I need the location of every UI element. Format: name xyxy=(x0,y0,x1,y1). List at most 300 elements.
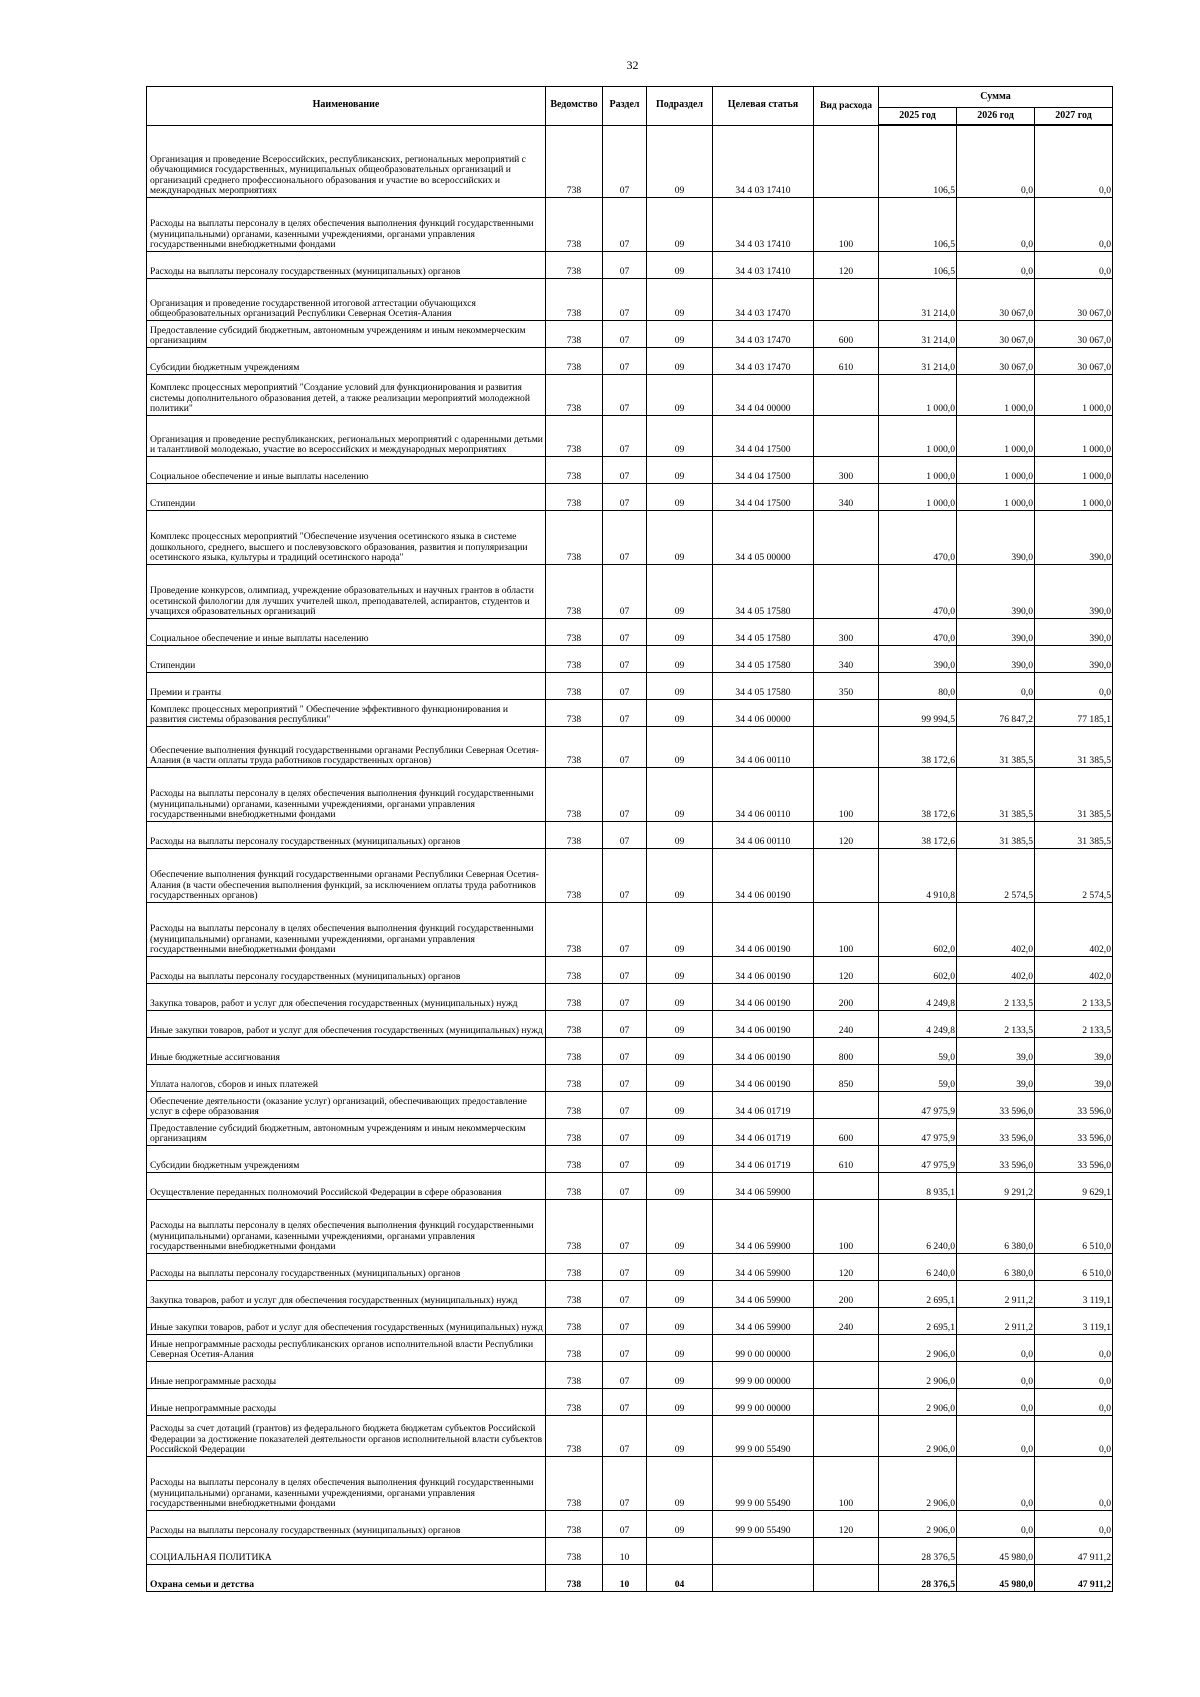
row-name: Закупка товаров, работ и услуг для обеспечения государственных (муниципальных) нужд xyxy=(147,1280,546,1307)
row-amount-2027: 2 133,5 xyxy=(1035,1010,1113,1037)
table-row xyxy=(147,483,1113,510)
row-amount-2026: 0,0 xyxy=(957,125,1035,197)
row-amount-2027: 31 385,5 xyxy=(1035,821,1113,848)
row-name: Социальное обеспечение и иные выплаты населению xyxy=(147,456,546,483)
row-amount-2027: 3 119,1 xyxy=(1035,1307,1113,1334)
row-target: 34 4 04 17500 xyxy=(713,415,814,456)
table-row xyxy=(147,278,1113,320)
row-amount-2027: 1 000,0 xyxy=(1035,456,1113,483)
row-target: 34 4 06 59900 xyxy=(713,1307,814,1334)
row-amount-2026: 30 067,0 xyxy=(957,278,1035,320)
row-razdel: 07 xyxy=(603,374,647,415)
row-razdel: 07 xyxy=(603,483,647,510)
row-vedomstvo: 738 xyxy=(546,374,603,415)
row-vid: 120 xyxy=(814,1253,879,1280)
row-amount-2027: 390,0 xyxy=(1035,564,1113,618)
row-vedomstvo: 738 xyxy=(546,1253,603,1280)
row-vid xyxy=(814,1334,879,1361)
row-name: Комплекс процессных мероприятий " Обеспечение эффективного функционирования и развития системы образования республики" xyxy=(147,699,546,726)
row-vid xyxy=(814,1091,879,1118)
row-target: 34 4 04 17500 xyxy=(713,483,814,510)
row-podrazdel: 09 xyxy=(647,767,713,821)
row-amount-2027: 402,0 xyxy=(1035,956,1113,983)
row-podrazdel: 09 xyxy=(647,1118,713,1145)
row-vedomstvo: 738 xyxy=(546,1510,603,1537)
row-razdel: 07 xyxy=(603,1456,647,1510)
row-amount-2027: 33 596,0 xyxy=(1035,1091,1113,1118)
row-vedomstvo: 738 xyxy=(546,510,603,564)
row-vid xyxy=(814,1172,879,1199)
row-name: Расходы за счет дотаций (грантов) из федерального бюджета бюджетам субъектов Российской Федерации за достижение показателей деятельности органов исполнительной власти субъектов Российской Федерации xyxy=(147,1415,546,1456)
row-vedomstvo: 738 xyxy=(546,1564,603,1591)
row-amount-2025: 4 249,8 xyxy=(879,1010,957,1037)
table-row xyxy=(147,1172,1113,1199)
row-razdel: 07 xyxy=(603,510,647,564)
row-name: Обеспечение выполнения функций государственными органами Республики Северная Осетия-Алания (в части оплаты труда работников государственных органов) xyxy=(147,726,546,767)
table-row xyxy=(147,1145,1113,1172)
row-amount-2027: 0,0 xyxy=(1035,1388,1113,1415)
row-razdel: 07 xyxy=(603,1118,647,1145)
row-vid: 200 xyxy=(814,1280,879,1307)
table-row xyxy=(147,1415,1113,1456)
row-amount-2026: 2 911,2 xyxy=(957,1307,1035,1334)
table-row xyxy=(147,618,1113,645)
row-amount-2026: 0,0 xyxy=(957,1456,1035,1510)
row-amount-2026: 76 847,2 xyxy=(957,699,1035,726)
row-amount-2025: 2 906,0 xyxy=(879,1456,957,1510)
row-razdel: 07 xyxy=(603,125,647,197)
table-row xyxy=(147,1037,1113,1064)
row-amount-2026: 30 067,0 xyxy=(957,320,1035,347)
row-amount-2027: 39,0 xyxy=(1035,1064,1113,1091)
row-vid xyxy=(814,415,879,456)
row-podrazdel: 09 xyxy=(647,618,713,645)
row-amount-2027: 30 067,0 xyxy=(1035,320,1113,347)
row-amount-2025: 2 906,0 xyxy=(879,1334,957,1361)
table-row xyxy=(147,1334,1113,1361)
row-vid: 800 xyxy=(814,1037,879,1064)
row-vedomstvo: 738 xyxy=(546,251,603,278)
row-vedomstvo: 738 xyxy=(546,1456,603,1510)
row-vedomstvo: 738 xyxy=(546,1361,603,1388)
row-razdel: 07 xyxy=(603,415,647,456)
row-amount-2026: 0,0 xyxy=(957,197,1035,251)
row-amount-2027: 0,0 xyxy=(1035,1361,1113,1388)
row-name: Расходы на выплаты персоналу государственных (муниципальных) органов xyxy=(147,1510,546,1537)
row-amount-2025: 470,0 xyxy=(879,618,957,645)
row-amount-2027: 6 510,0 xyxy=(1035,1253,1113,1280)
row-target: 34 4 06 00000 xyxy=(713,699,814,726)
row-name: Иные непрограммные расходы xyxy=(147,1388,546,1415)
row-amount-2027: 390,0 xyxy=(1035,645,1113,672)
row-name: Комплекс процессных мероприятий "Обеспечение изучения осетинского языка в системе дошкольного, среднего, высшего и послевузовского образования, развития и популяризации осетинского языка, культуры и традиций осетинского народа" xyxy=(147,510,546,564)
row-amount-2025: 80,0 xyxy=(879,672,957,699)
row-vedomstvo: 738 xyxy=(546,956,603,983)
row-podrazdel: 09 xyxy=(647,1415,713,1456)
table-row xyxy=(147,821,1113,848)
row-vedomstvo: 738 xyxy=(546,983,603,1010)
row-vedomstvo: 738 xyxy=(546,1091,603,1118)
row-amount-2027: 39,0 xyxy=(1035,1037,1113,1064)
row-podrazdel: 09 xyxy=(647,1510,713,1537)
row-amount-2027: 390,0 xyxy=(1035,618,1113,645)
row-amount-2027: 31 385,5 xyxy=(1035,726,1113,767)
header-razdel: Раздел xyxy=(603,87,647,126)
row-razdel: 07 xyxy=(603,347,647,374)
row-target: 34 4 06 59900 xyxy=(713,1280,814,1307)
row-vedomstvo: 738 xyxy=(546,278,603,320)
table-row xyxy=(147,1253,1113,1280)
row-target: 99 9 00 55490 xyxy=(713,1456,814,1510)
row-amount-2026: 0,0 xyxy=(957,1388,1035,1415)
row-name: Иные закупки товаров, работ и услуг для обеспечения государственных (муниципальных) нужд xyxy=(147,1307,546,1334)
row-name: Социальное обеспечение и иные выплаты населению xyxy=(147,618,546,645)
row-amount-2027: 0,0 xyxy=(1035,672,1113,699)
row-amount-2025: 470,0 xyxy=(879,510,957,564)
row-amount-2025: 2 906,0 xyxy=(879,1361,957,1388)
row-vid: 100 xyxy=(814,197,879,251)
table-row xyxy=(147,645,1113,672)
table-row xyxy=(147,564,1113,618)
table-row xyxy=(147,415,1113,456)
header-year-2026: 2026 год xyxy=(957,108,1035,126)
budget-table xyxy=(146,86,1113,1592)
row-vedomstvo: 738 xyxy=(546,1537,603,1564)
row-amount-2027: 0,0 xyxy=(1035,197,1113,251)
header-name: Наименование xyxy=(147,87,546,126)
row-amount-2026: 33 596,0 xyxy=(957,1091,1035,1118)
row-name: Расходы на выплаты персоналу в целях обеспечения выполнения функций государственными (муниципальными) органами, казенными учреждениями, органами управления государственными внебюджетными фондами xyxy=(147,197,546,251)
row-podrazdel: 09 xyxy=(647,1361,713,1388)
row-amount-2027: 47 911,2 xyxy=(1035,1564,1113,1591)
row-amount-2026: 390,0 xyxy=(957,564,1035,618)
row-vid: 120 xyxy=(814,1510,879,1537)
row-amount-2025: 2 695,1 xyxy=(879,1280,957,1307)
row-podrazdel: 09 xyxy=(647,983,713,1010)
row-amount-2026: 39,0 xyxy=(957,1037,1035,1064)
row-vid xyxy=(814,374,879,415)
row-vedomstvo: 738 xyxy=(546,347,603,374)
row-name: Охрана семьи и детства xyxy=(147,1564,546,1591)
row-razdel: 07 xyxy=(603,1361,647,1388)
row-podrazdel: 09 xyxy=(647,848,713,902)
row-vid: 100 xyxy=(814,902,879,956)
row-target: 99 9 00 00000 xyxy=(713,1361,814,1388)
row-name: Стипендии xyxy=(147,645,546,672)
row-amount-2027: 30 067,0 xyxy=(1035,278,1113,320)
row-amount-2027: 0,0 xyxy=(1035,1510,1113,1537)
row-razdel: 07 xyxy=(603,1010,647,1037)
table-row xyxy=(147,347,1113,374)
row-name: Субсидии бюджетным учреждениям xyxy=(147,1145,546,1172)
row-target: 34 4 06 00190 xyxy=(713,956,814,983)
row-name: Иные бюджетные ассигнования xyxy=(147,1037,546,1064)
row-vedomstvo: 738 xyxy=(546,564,603,618)
row-amount-2026: 1 000,0 xyxy=(957,456,1035,483)
row-podrazdel: 09 xyxy=(647,821,713,848)
row-podrazdel: 04 xyxy=(647,1564,713,1591)
row-vedomstvo: 738 xyxy=(546,1172,603,1199)
table-row xyxy=(147,1280,1113,1307)
row-amount-2026: 402,0 xyxy=(957,902,1035,956)
row-amount-2026: 0,0 xyxy=(957,1510,1035,1537)
row-podrazdel: 09 xyxy=(647,320,713,347)
row-amount-2025: 31 214,0 xyxy=(879,320,957,347)
row-vid xyxy=(814,1564,879,1591)
row-vid xyxy=(814,125,879,197)
row-amount-2025: 4 249,8 xyxy=(879,983,957,1010)
row-amount-2025: 59,0 xyxy=(879,1037,957,1064)
row-razdel: 07 xyxy=(603,320,647,347)
row-amount-2025: 31 214,0 xyxy=(879,347,957,374)
row-amount-2025: 6 240,0 xyxy=(879,1253,957,1280)
row-target: 34 4 05 17580 xyxy=(713,645,814,672)
row-podrazdel: 09 xyxy=(647,1456,713,1510)
row-name: Организация и проведение республиканских, региональных мероприятий с одаренными детьми и талантливой молодежью, участие во всероссийских и международных мероприятиях xyxy=(147,415,546,456)
row-amount-2027: 1 000,0 xyxy=(1035,415,1113,456)
row-amount-2025: 31 214,0 xyxy=(879,278,957,320)
row-amount-2025: 28 376,5 xyxy=(879,1564,957,1591)
row-vid: 300 xyxy=(814,618,879,645)
row-razdel: 07 xyxy=(603,278,647,320)
row-name: Осуществление переданных полномочий Российской Федерации в сфере образования xyxy=(147,1172,546,1199)
table-row xyxy=(147,1564,1113,1591)
row-podrazdel xyxy=(647,1537,713,1564)
row-amount-2025: 106,5 xyxy=(879,125,957,197)
table-row xyxy=(147,1537,1113,1564)
row-name: Обеспечение деятельности (оказание услуг) организаций, обеспечивающих предоставление услуг в сфере образования xyxy=(147,1091,546,1118)
row-podrazdel: 09 xyxy=(647,1253,713,1280)
row-razdel: 07 xyxy=(603,645,647,672)
table-row xyxy=(147,956,1113,983)
row-vid: 600 xyxy=(814,1118,879,1145)
row-amount-2026: 30 067,0 xyxy=(957,347,1035,374)
row-podrazdel: 09 xyxy=(647,251,713,278)
row-name: Расходы на выплаты персоналу в целях обеспечения выполнения функций государственными (муниципальными) органами, казенными учреждениями, органами управления государственными внебюджетными фондами xyxy=(147,902,546,956)
row-vid: 100 xyxy=(814,767,879,821)
row-razdel: 07 xyxy=(603,956,647,983)
row-amount-2025: 470,0 xyxy=(879,564,957,618)
row-target: 34 4 06 00190 xyxy=(713,1037,814,1064)
row-target: 34 4 06 01719 xyxy=(713,1091,814,1118)
row-amount-2026: 31 385,5 xyxy=(957,821,1035,848)
row-razdel: 07 xyxy=(603,983,647,1010)
row-vid: 610 xyxy=(814,347,879,374)
row-razdel: 07 xyxy=(603,1307,647,1334)
row-vid xyxy=(814,1537,879,1564)
row-vedomstvo: 738 xyxy=(546,197,603,251)
row-amount-2026: 390,0 xyxy=(957,510,1035,564)
row-vedomstvo: 738 xyxy=(546,1037,603,1064)
table-row xyxy=(147,983,1113,1010)
row-name: Расходы на выплаты персоналу государственных (муниципальных) органов xyxy=(147,1253,546,1280)
row-name: Расходы на выплаты персоналу государственных (муниципальных) органов xyxy=(147,251,546,278)
row-vid: 100 xyxy=(814,1456,879,1510)
row-podrazdel: 09 xyxy=(647,1010,713,1037)
row-podrazdel: 09 xyxy=(647,1172,713,1199)
row-vid xyxy=(814,848,879,902)
row-razdel: 07 xyxy=(603,1415,647,1456)
row-target: 99 9 00 00000 xyxy=(713,1388,814,1415)
header-target: Целевая статья xyxy=(713,87,814,126)
row-amount-2025: 47 975,9 xyxy=(879,1091,957,1118)
row-razdel: 07 xyxy=(603,699,647,726)
row-amount-2026: 2 911,2 xyxy=(957,1280,1035,1307)
row-podrazdel: 09 xyxy=(647,1280,713,1307)
row-razdel: 07 xyxy=(603,1145,647,1172)
row-vedomstvo: 738 xyxy=(546,1064,603,1091)
table-row xyxy=(147,672,1113,699)
row-amount-2026: 33 596,0 xyxy=(957,1145,1035,1172)
row-razdel: 07 xyxy=(603,1037,647,1064)
row-podrazdel: 09 xyxy=(647,672,713,699)
row-razdel: 07 xyxy=(603,1388,647,1415)
row-amount-2026: 0,0 xyxy=(957,1415,1035,1456)
row-amount-2025: 602,0 xyxy=(879,902,957,956)
table-row xyxy=(147,197,1113,251)
row-vid: 350 xyxy=(814,672,879,699)
row-vid: 240 xyxy=(814,1010,879,1037)
table-row xyxy=(147,1118,1113,1145)
row-vid: 120 xyxy=(814,956,879,983)
row-amount-2027: 47 911,2 xyxy=(1035,1537,1113,1564)
row-amount-2027: 2 574,5 xyxy=(1035,848,1113,902)
table-row xyxy=(147,1388,1113,1415)
row-amount-2026: 1 000,0 xyxy=(957,374,1035,415)
table-row xyxy=(147,1361,1113,1388)
row-podrazdel: 09 xyxy=(647,726,713,767)
row-target: 34 4 06 00190 xyxy=(713,902,814,956)
row-target: 34 4 06 59900 xyxy=(713,1172,814,1199)
row-vid: 240 xyxy=(814,1307,879,1334)
header-vid: Вид расхода xyxy=(814,87,879,126)
table-row xyxy=(147,1064,1113,1091)
row-amount-2026: 45 980,0 xyxy=(957,1537,1035,1564)
row-razdel: 07 xyxy=(603,1172,647,1199)
row-amount-2025: 1 000,0 xyxy=(879,374,957,415)
table-row xyxy=(147,1510,1113,1537)
row-podrazdel: 09 xyxy=(647,1091,713,1118)
table-row xyxy=(147,1307,1113,1334)
row-name: Расходы на выплаты персоналу государственных (муниципальных) органов xyxy=(147,956,546,983)
row-vid: 340 xyxy=(814,483,879,510)
row-razdel: 07 xyxy=(603,821,647,848)
row-amount-2026: 31 385,5 xyxy=(957,726,1035,767)
row-target: 34 4 06 00110 xyxy=(713,726,814,767)
row-podrazdel: 09 xyxy=(647,1334,713,1361)
table-row xyxy=(147,125,1113,197)
row-razdel: 07 xyxy=(603,618,647,645)
row-razdel: 07 xyxy=(603,197,647,251)
row-name: Организация и проведение государственной итоговой аттестации обучающихся общеобразовательных организаций Республики Северная Осетия-Алания xyxy=(147,278,546,320)
table-row xyxy=(147,726,1113,767)
row-vid: 120 xyxy=(814,251,879,278)
table-row xyxy=(147,767,1113,821)
row-podrazdel: 09 xyxy=(647,125,713,197)
row-amount-2026: 402,0 xyxy=(957,956,1035,983)
row-razdel: 07 xyxy=(603,456,647,483)
row-target: 34 4 06 00110 xyxy=(713,821,814,848)
row-vid xyxy=(814,1388,879,1415)
row-target: 34 4 03 17470 xyxy=(713,278,814,320)
row-podrazdel: 09 xyxy=(647,347,713,374)
row-razdel: 07 xyxy=(603,726,647,767)
row-amount-2025: 8 935,1 xyxy=(879,1172,957,1199)
row-target: 34 4 06 00110 xyxy=(713,767,814,821)
row-podrazdel: 09 xyxy=(647,1307,713,1334)
row-podrazdel: 09 xyxy=(647,197,713,251)
row-amount-2025: 2 695,1 xyxy=(879,1307,957,1334)
header-year-2025: 2025 год xyxy=(879,108,957,126)
row-name: Комплекс процессных мероприятий "Создание условий для функционирования и развития системы дополнительного образования детей, а также реализации мероприятий молодежной политики" xyxy=(147,374,546,415)
row-razdel: 07 xyxy=(603,848,647,902)
row-amount-2025: 602,0 xyxy=(879,956,957,983)
row-amount-2026: 6 380,0 xyxy=(957,1199,1035,1253)
table-row xyxy=(147,320,1113,347)
table-row xyxy=(147,902,1113,956)
row-vedomstvo: 738 xyxy=(546,1199,603,1253)
row-podrazdel: 09 xyxy=(647,456,713,483)
row-amount-2027: 3 119,1 xyxy=(1035,1280,1113,1307)
row-amount-2026: 9 291,2 xyxy=(957,1172,1035,1199)
row-vid: 300 xyxy=(814,456,879,483)
row-name: Расходы на выплаты персоналу в целях обеспечения выполнения функций государственными (муниципальными) органами, казенными учреждениями, органами управления государственными внебюджетными фондами xyxy=(147,1199,546,1253)
row-amount-2025: 106,5 xyxy=(879,251,957,278)
row-amount-2026: 31 385,5 xyxy=(957,767,1035,821)
header-year-2027: 2027 год xyxy=(1035,108,1113,126)
row-vedomstvo: 738 xyxy=(546,1334,603,1361)
row-amount-2027: 0,0 xyxy=(1035,125,1113,197)
row-vedomstvo: 738 xyxy=(546,767,603,821)
row-vid: 610 xyxy=(814,1145,879,1172)
row-target: 34 4 04 17500 xyxy=(713,456,814,483)
row-amount-2027: 390,0 xyxy=(1035,510,1113,564)
row-amount-2026: 0,0 xyxy=(957,672,1035,699)
row-amount-2027: 0,0 xyxy=(1035,1456,1113,1510)
row-amount-2025: 38 172,6 xyxy=(879,767,957,821)
row-vedomstvo: 738 xyxy=(546,1388,603,1415)
row-podrazdel: 09 xyxy=(647,483,713,510)
row-amount-2025: 2 906,0 xyxy=(879,1388,957,1415)
row-razdel: 07 xyxy=(603,767,647,821)
row-amount-2027: 2 133,5 xyxy=(1035,983,1113,1010)
row-amount-2026: 390,0 xyxy=(957,645,1035,672)
row-name: Премии и гранты xyxy=(147,672,546,699)
row-name: Расходы на выплаты персоналу в целях обеспечения выполнения функций государственными (муниципальными) органами, казенными учреждениями, органами управления государственными внебюджетными фондами xyxy=(147,767,546,821)
row-vid xyxy=(814,1415,879,1456)
row-razdel: 07 xyxy=(603,251,647,278)
row-name: Расходы на выплаты персоналу в целях обеспечения выполнения функций государственными (муниципальными) органами, казенными учреждениями, органами управления государственными внебюджетными фондами xyxy=(147,1456,546,1510)
row-razdel: 10 xyxy=(603,1537,647,1564)
row-amount-2025: 6 240,0 xyxy=(879,1199,957,1253)
row-vedomstvo: 738 xyxy=(546,618,603,645)
row-target: 34 4 06 00190 xyxy=(713,1064,814,1091)
row-vid: 850 xyxy=(814,1064,879,1091)
row-vedomstvo: 738 xyxy=(546,699,603,726)
row-razdel: 07 xyxy=(603,1510,647,1537)
row-amount-2026: 0,0 xyxy=(957,1361,1035,1388)
row-target: 34 4 05 17580 xyxy=(713,618,814,645)
row-podrazdel: 09 xyxy=(647,415,713,456)
header-podrazdel: Подраздел xyxy=(647,87,713,126)
row-vid: 200 xyxy=(814,983,879,1010)
table-row xyxy=(147,1199,1113,1253)
row-target xyxy=(713,1537,814,1564)
row-name: Иные непрограммные расходы республиканских органов исполнительной власти Республики Северная Осетия-Алания xyxy=(147,1334,546,1361)
row-vedomstvo: 738 xyxy=(546,1010,603,1037)
row-amount-2026: 6 380,0 xyxy=(957,1253,1035,1280)
row-amount-2027: 30 067,0 xyxy=(1035,347,1113,374)
